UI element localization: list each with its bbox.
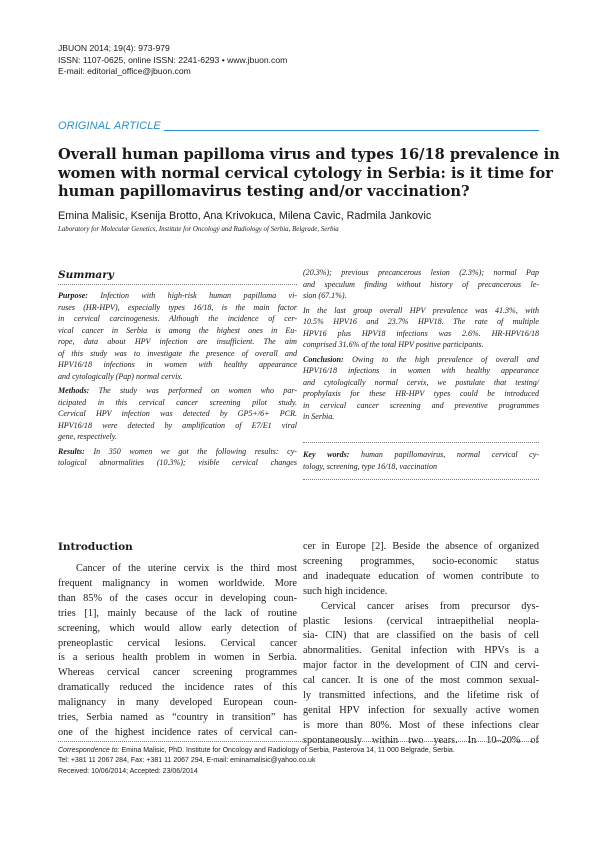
journal-citation: JBUON 2014; 19(4): 973-979 xyxy=(58,43,170,53)
title-line: Overall human papilloma virus and types 16/18 prevalence in xyxy=(58,146,560,163)
methods-paragraph: Methods: The study was performed on women who par- ticipated in this cervical cancer screening pilot study. Cervical HPV infection was detected by GP5+/6+ PCR. HPV16/18 were detected by amplification of E7/E1 viral gene, respectively. xyxy=(58,386,298,441)
title-line: human papillomavirus testing and/or vaccination? xyxy=(58,183,470,200)
conclusion-paragraph: Conclusion: Owing to the high prevalence of overall and HPV16/18 infections in women with healthy appearance and cytologically normal cervix, we postulate that testing/ prophylaxis for these HR-HPV types could be introduced in cervical cancer screening and preventive programmes in Serbia. xyxy=(303,354,539,421)
contact-line: Tel: +381 11 2067 284, Fax: +381 11 2067 294, E-mail: eminamalisic@yahoo.co.uk xyxy=(58,757,316,765)
summary-right-column xyxy=(303,267,539,426)
purpose-paragraph: Purpose: Infection with high-risk human papilloma vi- ruses (HR-HPV), especially types 16/18, is the main factor in cervical carcinogenesis. Although the incidence of cer- vical cancer in Serbia is among the highest ones in Eu- rope, data about HPV infection are insufficient. The aim of this study was to investigate the presence of overall and HPV16/18 infections in women with healthy appearance and cytologically (Pap) normal cervix. xyxy=(58,291,297,381)
purpose-label: Purpose: xyxy=(58,291,88,300)
journal-issn: ISSN: 1107-0625, online ISSN: 2241-6293 • www.jbuon.com xyxy=(58,54,288,65)
summary-heading: Summary xyxy=(58,269,114,281)
keywords: Key words: human papillomavirus, normal cervical cy- tology, screening, type 16/18, vaccination xyxy=(303,450,539,471)
journal-email: E-mail: editorial_office@jbuon.com xyxy=(58,66,191,76)
affiliation: Laboratory for Molecular Genetics, Institute for Oncology and Radiology of Serbia, Belgrade, Serbia xyxy=(58,226,339,233)
summary-divider xyxy=(58,284,297,285)
results-second-paragraph: In the last group overall HPV prevalence was 41.3%, with 10.5% HPV16 and 23.7% HPV18. The rate of multiple HPV16 plus HPV18 infections was 2.6%. HR-HPV16/18 comprised 31.6% of the total HPV positive participants. xyxy=(303,305,539,349)
section-rule xyxy=(164,130,539,131)
keywords-label: Key words: xyxy=(303,450,350,459)
conclusion-label: Conclusion: xyxy=(303,354,344,364)
correspondence-line: Correspondence to: Emina Malisic, PhD. Institute for Oncology and Radiology of Serbia, Pasterova 14, 11 000 Belgrade, Serbia. xyxy=(58,747,455,754)
correspondence-footer xyxy=(58,746,455,777)
keywords-bottom-divider xyxy=(303,479,539,480)
introduction-heading: Introduction xyxy=(58,541,133,553)
title-line: women with normal cervical cytology in Serbia: is it time for xyxy=(58,164,553,182)
section-label: ORIGINAL ARTICLE xyxy=(58,120,161,132)
keywords-divider xyxy=(303,442,539,443)
results-continued: (20.3%); previous precancerous lesion (2.3%); normal Pap and speculum finding without history of precancerous le- sion (67.1%). xyxy=(303,268,539,300)
author-list: Emina Malisic, Ksenija Brotto, Ana Krivokuca, Milena Cavic, Radmila Jankovic xyxy=(58,210,432,222)
footer-divider xyxy=(58,741,539,742)
results-label: Results: xyxy=(58,446,85,456)
results-paragraph: Results: In 350 women we got the following results: cy- tological abnormalities (10.3%); visible cervical changes xyxy=(58,446,297,467)
introduction-right-column: cer in Europe [2]. Beside the absence of organized screening programmes, socio-economic status and inadequate education of women contribute to such high incidence. Cervical cancer arises from precursor dys- plastic lesions (cervical intraepithelial neopla- sia- CIN) that are classified on the basis of cell abnormalities. Genital infection with HPVs is a major factor in the development of CIN and cervi- cal cancer. It is one of the most common sexual- ly transmitted infections, and the lifetime risk of genital HPV infection for sexually active women is more than 80%. Most of these infections clear spontaneously within two years. In 10–20% of xyxy=(303,541,539,746)
correspondence-label: Correspondence to: xyxy=(58,747,120,754)
methods-label: Methods: xyxy=(58,386,90,395)
introduction-left-column: Cancer of the uterine cervix is the third most frequent malignancy in women worldwide. More than 85% of the cases occur in developing coun- tries [1], mainly because of the lack of routine screening, which would allow early detection of preneoplastic cervical lesions. Cervical cancer is a serious health problem in women in Serbia. Whereas cervical cancer screening programmes dramatically reduced the incidence rates of this malignancy in many developed European coun- tries, Serbia named as “country in transition” has one of the highest incidence rates of cervical can- xyxy=(58,563,297,738)
journal-header xyxy=(58,43,287,78)
dates-line: Received: 10/06/2014; Accepted: 23/06/2014 xyxy=(58,767,198,775)
summary-left-column xyxy=(58,290,297,472)
article-title xyxy=(58,146,560,202)
